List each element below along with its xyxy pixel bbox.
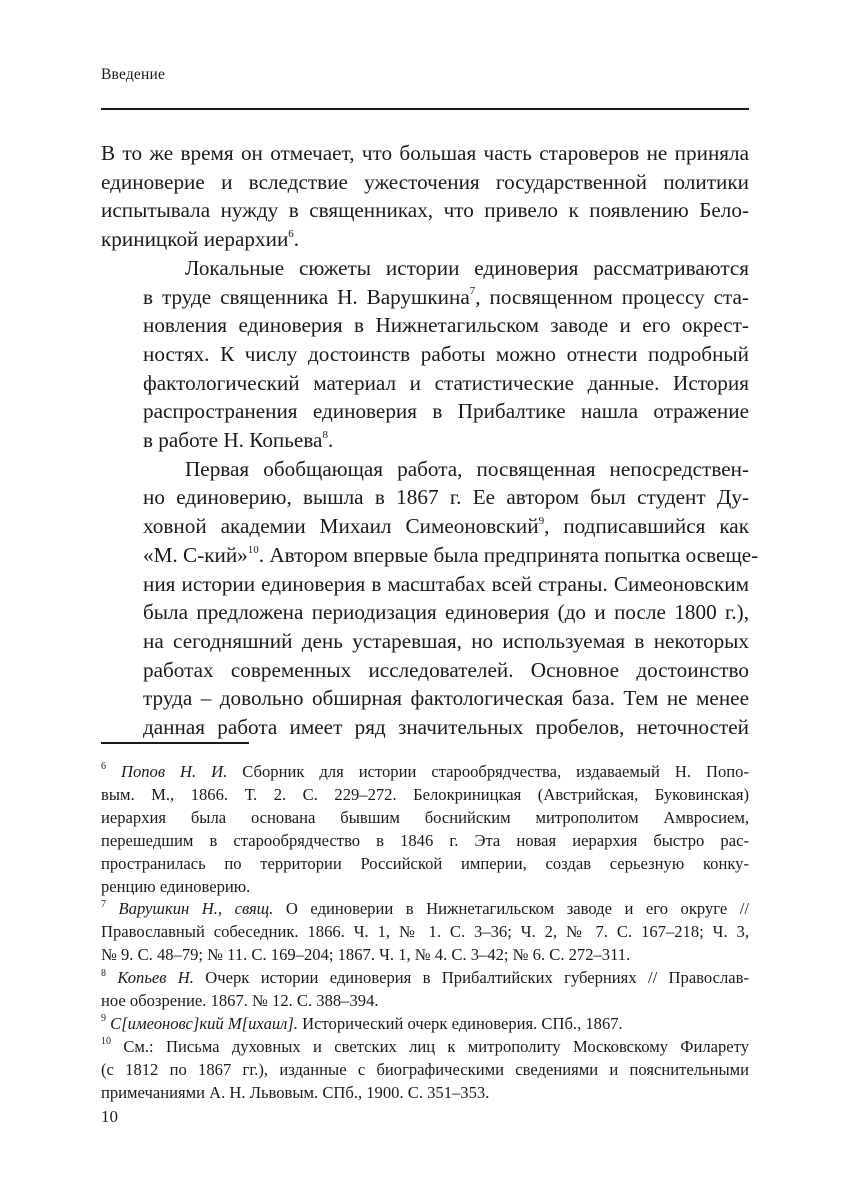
footnote-line	[101, 967, 749, 990]
footnote-ref-7[interactable]: 7	[469, 285, 476, 298]
footnote-author: Копьев Н.	[117, 968, 194, 988]
footnote-6	[101, 761, 749, 898]
text-line: распространения единоверия в Прибалтике нашла отражение	[143, 399, 749, 424]
text-line: Локальные сюжеты истории единоверия рассматриваются	[185, 255, 749, 280]
footnote-8	[101, 967, 749, 1013]
text-line: испытывала нужду в священниках, что привело к появлению Бело-	[101, 198, 749, 223]
text-fragment: Сборник для истории старообрядчества, издаваемый Н. Попо-	[227, 762, 749, 781]
footnote-number: 7	[101, 898, 106, 910]
text-line: В то же время он отмечает, что большая часть староверов не приняла	[101, 141, 749, 165]
footnote-line	[101, 1036, 749, 1059]
footnote-ref-8[interactable]: 8	[322, 428, 328, 441]
text-fragment: в работе Н. Копьева	[143, 428, 323, 453]
footnote-line	[101, 898, 749, 921]
footnote-ref-9[interactable]: 9	[538, 515, 545, 528]
text-line: была предложена периодизация единоверия (до и после 1800 г.),	[143, 600, 749, 625]
text-fragment: «М. С-кий»	[143, 542, 248, 567]
footnote-line: перешедшим в старообрядчество в 1846 г. Эта новая иерархия быстро рас-	[101, 830, 749, 850]
paragraph-3	[101, 455, 759, 742]
footnote-line: иерархия была основана бывшим боснийским митрополитом Амвросием,	[101, 807, 749, 827]
text-line: ния истории единоверия в масштабах всей страны. Симеоновским	[143, 571, 749, 596]
text-fragment: См.: Письма духовных и светских лиц к митрополиту Московскому Филарету	[111, 1036, 749, 1056]
text-line: работах современных исследователей. Основное достоинство	[143, 657, 749, 682]
footnote-10	[101, 1036, 749, 1105]
text-fragment: . Автором впервые была предпринята попытка освеще-	[258, 542, 759, 567]
text-line	[101, 225, 749, 254]
text-line: данная работа имеет ряд значительных пробелов, неточностей	[143, 715, 749, 740]
footnote-number: 9	[101, 1013, 106, 1025]
footnote-line: (с 1812 по 1867 гг.), изданные с биографическими сведениями и пояснительными	[101, 1059, 749, 1079]
footnote-author: С[имеоновс]кий М[ихаил].	[110, 1013, 299, 1033]
paragraph-2	[101, 254, 749, 455]
text-fragment: , посвященном процессу ста-	[475, 284, 749, 309]
text-line: единоверие и вследствие ужесточения государственной политики	[101, 169, 749, 194]
text-fragment: ховной академии Михаил Симеоновский	[143, 514, 539, 539]
text-fragment: криницкой иерархии	[101, 227, 289, 252]
footnote-line: вым. М., 1866. Т. 2. С. 229–272. Белокриницкая (Австрийская, Буковинская)	[101, 784, 749, 804]
text-fragment: Исторический очерк единоверия. СПб., 1867.	[298, 1013, 623, 1033]
page-number: 10	[101, 1107, 118, 1126]
footnotes	[101, 761, 749, 1105]
footnote-number: 10	[101, 1036, 111, 1048]
footnote-author: Попов Н. И.	[120, 762, 228, 781]
text-line	[101, 512, 749, 541]
text-line: ностях. К числу достоинств работы можно отнести подробный	[143, 341, 749, 366]
text-fragment: .	[327, 428, 334, 453]
main-text	[101, 139, 759, 742]
footnote-ref-6[interactable]: 6	[288, 228, 294, 241]
footnote-rule	[101, 742, 249, 744]
footnote-line: примечаниями А. Н. Львовым. СПб., 1900. С. 351–353.	[101, 1082, 490, 1102]
footnote-line: пространилась по территории Российской империи, создав серьезную конку-	[101, 853, 749, 873]
footnote-line: Православный собеседник. 1866. Ч. 1, № 1. С. 3–36; Ч. 2, № 7. С. 167–218; Ч. 3,	[101, 922, 749, 942]
footnote-number: 8	[101, 967, 106, 979]
text-line: труда – довольно обширная фактологическая база. Тем не менее	[143, 686, 749, 711]
footnote-line: ное обозрение. 1867. № 12. С. 388–394.	[101, 991, 379, 1011]
footnote-author: Варушкин Н., свящ.	[118, 899, 274, 919]
header-rule	[101, 108, 749, 110]
text-fragment: Очерк истории единоверия в Прибалтийских губерниях // Православ-	[193, 968, 749, 988]
footnote-line: ренцию единоверию.	[101, 876, 251, 896]
text-fragment: .	[293, 227, 300, 252]
running-head: Введение	[101, 66, 166, 83]
text-fragment: О единоверии в Нижнетагильском заводе и его округе //	[273, 899, 749, 919]
text-line: Первая обобщающая работа, посвященная непосредствен-	[185, 456, 749, 481]
text-fragment: , подписавшийся как	[544, 514, 750, 539]
footnote-line	[101, 761, 749, 784]
text-line	[101, 541, 759, 570]
text-line: фактологический материал и статистические данные. История	[143, 370, 749, 395]
footnote-9	[101, 1013, 749, 1036]
paragraph-1	[101, 139, 749, 254]
footnote-line	[101, 1013, 749, 1036]
footnote-7	[101, 898, 749, 967]
text-line	[101, 283, 749, 312]
text-line: новления единоверия в Нижнетагильском заводе и его окрест-	[143, 313, 749, 338]
footnote-ref-10[interactable]: 10	[247, 543, 259, 556]
text-line	[101, 426, 749, 455]
text-line: но единоверию, вышла в 1867 г. Ее автором был студент Ду-	[143, 485, 749, 510]
footnote-line: № 9. С. 48–79; № 11. С. 169–204; 1867. Ч. 1, № 4. С. 3–42; № 6. С. 272–311.	[101, 945, 631, 965]
footnote-number: 6	[101, 761, 106, 773]
text-line: на сегодняшний день устаревшая, но используемая в некоторых	[143, 628, 749, 653]
text-fragment: в труде священника Н. Варушкина	[143, 284, 470, 309]
